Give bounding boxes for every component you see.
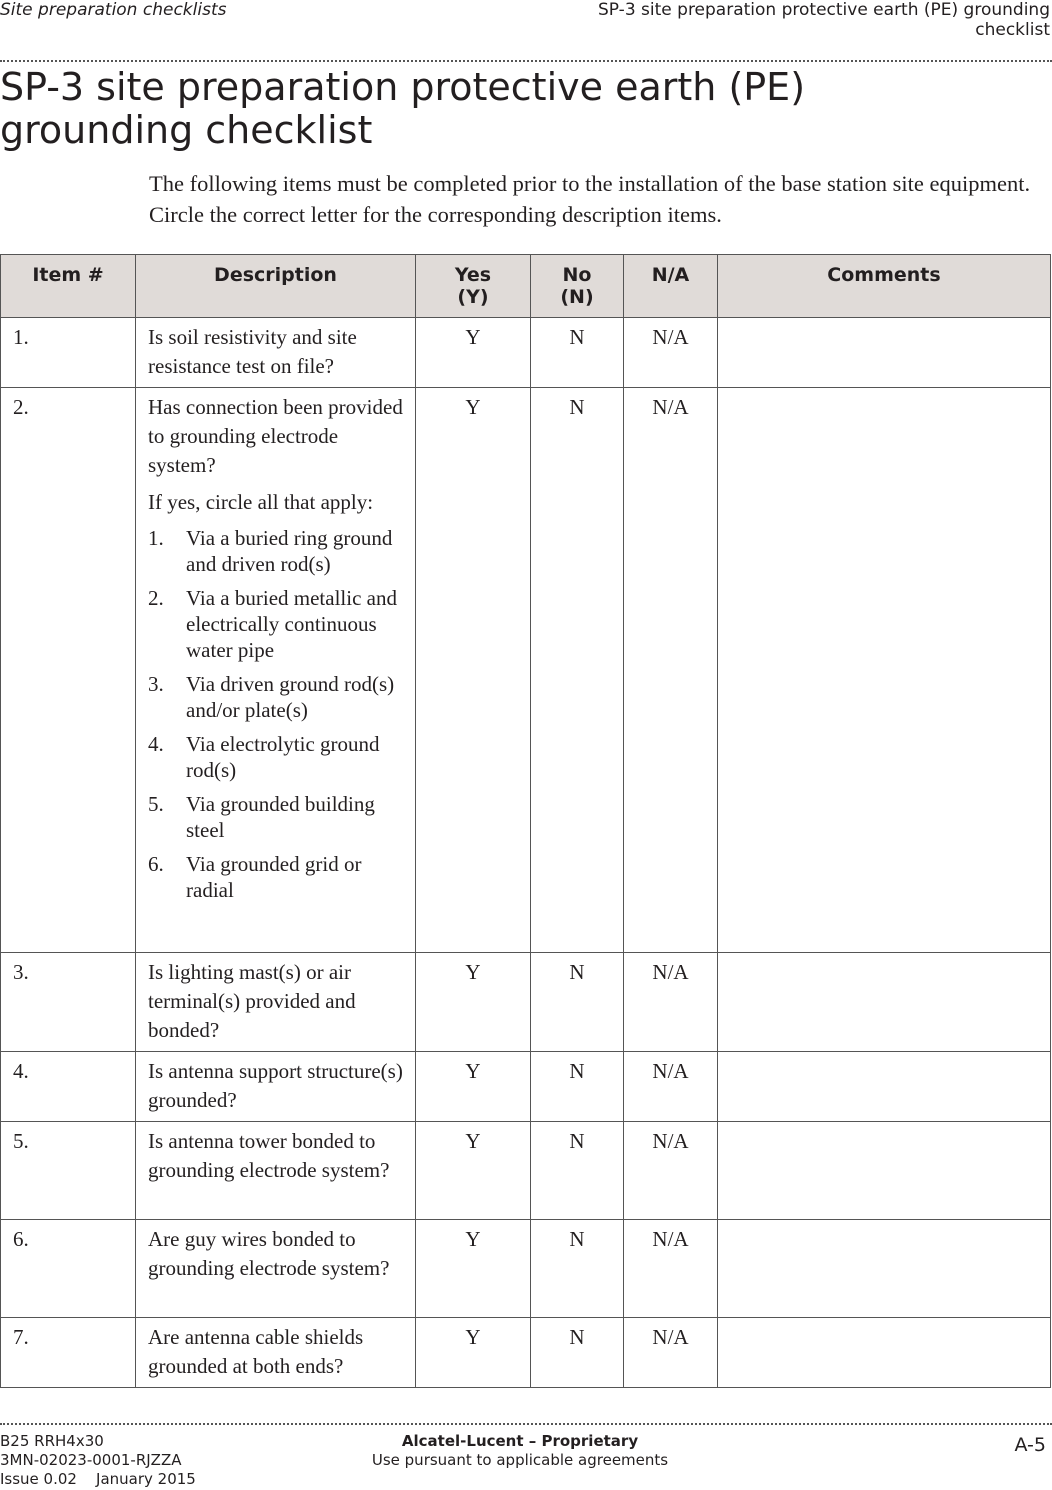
col-header-description: Description [136, 255, 416, 318]
yes-option[interactable]: Y [416, 1122, 531, 1220]
no-option[interactable]: N [531, 1318, 624, 1388]
item-description: Are antenna cable shields grounded at both ends? [136, 1318, 416, 1388]
list-item[interactable]: 4. Via electrolytic ground rod(s) [148, 732, 380, 782]
footer-doc-number: 3MN-02023-0001-RJZZA [0, 1451, 182, 1469]
list-item[interactable]: 2. Via a buried metallic and electrically continuous water pipe [148, 586, 397, 662]
footer-agreement: Use pursuant to applicable agreements [371, 1451, 669, 1469]
no-option[interactable]: N [531, 388, 624, 953]
comments-cell[interactable] [718, 1052, 1051, 1122]
table-header-row [1, 255, 1051, 318]
list-item[interactable]: 3. Via driven ground rod(s) and/or plate(s) [148, 672, 395, 722]
no-option[interactable]: N [531, 318, 624, 388]
na-option[interactable]: N/A [624, 1318, 718, 1388]
running-header-title [530, 0, 1050, 40]
na-option[interactable]: N/A [624, 1122, 718, 1220]
comments-cell[interactable] [718, 953, 1051, 1052]
col-header-yes: Yes (Y) [416, 255, 531, 318]
na-option[interactable]: N/A [624, 1220, 718, 1318]
yes-option[interactable]: Y [416, 1052, 531, 1122]
running-header-section: Site preparation checklists [0, 0, 227, 20]
item-question: Has connection been provided to grounding electrode system? [148, 395, 403, 477]
running-header-title-line1: SP-3 site preparation protective earth (PE) grounding [598, 0, 1050, 20]
page-number: A-5 [1014, 1434, 1046, 1456]
footer-proprietary-notice [370, 1432, 670, 1470]
item-description: Is antenna support structure(s) grounded? [136, 1052, 416, 1122]
list-item[interactable]: 5. Via grounded building steel [148, 792, 375, 842]
page-title: SP-3 site preparation protective earth (PE) grounding checklist [0, 65, 806, 152]
table-row [1, 1220, 1051, 1318]
footer-document-info [0, 1432, 196, 1489]
col-header-no: No (N) [531, 255, 624, 318]
yes-option[interactable]: Y [416, 388, 531, 953]
na-option[interactable]: N/A [624, 1052, 718, 1122]
comments-cell[interactable] [718, 388, 1051, 953]
yes-option[interactable]: Y [416, 953, 531, 1052]
comments-cell[interactable] [718, 318, 1051, 388]
item-number: 3. [1, 953, 136, 1052]
running-header-title-line2: checklist [975, 20, 1050, 40]
item-description: Are guy wires bonded to grounding electrode system? [136, 1220, 416, 1318]
footer-product: B25 RRH4x30 [0, 1432, 104, 1450]
na-option[interactable]: N/A [624, 318, 718, 388]
no-option[interactable]: N [531, 953, 624, 1052]
item-number: 4. [1, 1052, 136, 1122]
grounding-checklist-table [0, 254, 1051, 1388]
comments-cell[interactable] [718, 1122, 1051, 1220]
no-option[interactable]: N [531, 1122, 624, 1220]
table-row [1, 318, 1051, 388]
intro-paragraph: The following items must be completed prior to the installation of the base station site equipment. Circle the correct letter for the corresponding description items. [149, 171, 1031, 227]
item-description: Is soil resistivity and site resistance test on file? [136, 318, 416, 388]
item-number: 7. [1, 1318, 136, 1388]
item-number: 6. [1, 1220, 136, 1318]
col-header-item: Item # [1, 255, 136, 318]
table-row [1, 1052, 1051, 1122]
table-row [1, 1318, 1051, 1388]
grounding-options-list [148, 525, 403, 903]
item-description: Is antenna tower bonded to grounding electrode system? [136, 1122, 416, 1220]
no-option[interactable]: N [531, 1052, 624, 1122]
comments-cell[interactable] [718, 1318, 1051, 1388]
comments-cell[interactable] [718, 1220, 1051, 1318]
item-number: 2. [1, 388, 136, 953]
item-description: Is lighting mast(s) or air terminal(s) provided and bonded? [136, 953, 416, 1052]
list-item[interactable]: 1. Via a buried ring ground and driven rod(s) [148, 526, 393, 576]
yes-option[interactable]: Y [416, 1220, 531, 1318]
yes-option[interactable]: Y [416, 1318, 531, 1388]
yes-option[interactable]: Y [416, 318, 531, 388]
list-item[interactable]: 6. Via grounded grid or radial [148, 852, 362, 902]
table-row [1, 953, 1051, 1052]
item-description [136, 388, 416, 953]
header-divider [0, 60, 1052, 62]
footer-issue: Issue 0.02 January 2015 [0, 1470, 196, 1488]
table-row [1, 388, 1051, 953]
footer-proprietary: Alcatel-Lucent – Proprietary [401, 1432, 639, 1450]
col-header-na: N/A [624, 255, 718, 318]
item-number: 1. [1, 318, 136, 388]
col-header-comments: Comments [718, 255, 1051, 318]
no-option[interactable]: N [531, 1220, 624, 1318]
table-row [1, 1122, 1051, 1220]
footer-divider [0, 1423, 1052, 1425]
na-option[interactable]: N/A [624, 388, 718, 953]
na-option[interactable]: N/A [624, 953, 718, 1052]
item-subprompt: If yes, circle all that apply: [148, 490, 374, 514]
item-number: 5. [1, 1122, 136, 1220]
